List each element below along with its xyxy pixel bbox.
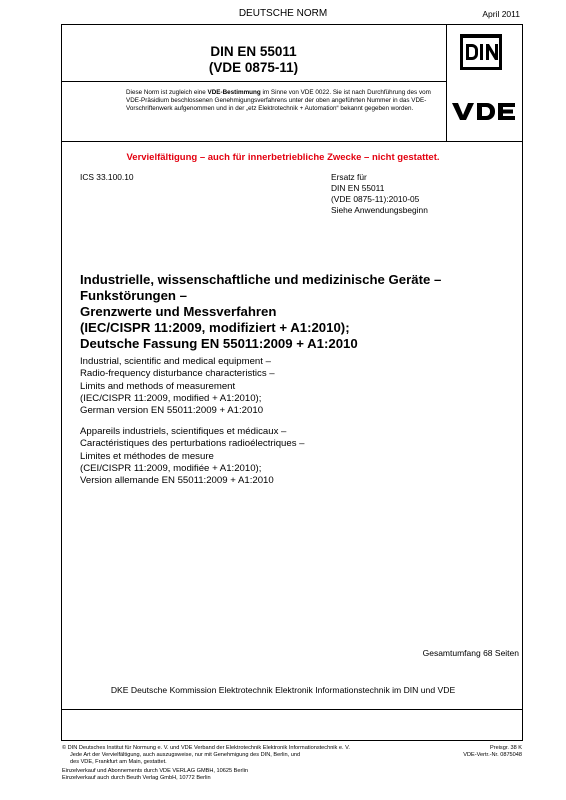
replaces-line: (VDE 0875-11):2010-05 [331, 194, 420, 204]
header-title: DEUTSCHE NORM [238, 8, 328, 19]
vde-note-rest: im Sinne von VDE 0022. Sie ist nach Durchführung des vom VDE-Präsidium beschlossenen Genehmigungsverfahrens unter der oben angeführten Nummer in das VDE-Vorschriftenwerk aufgenommen und in der „etz Elektrotechnik + Automation“ bekannt gegeben worden. [126, 89, 431, 112]
title-fr-line: Appareils industriels, scientifiques et médicaux – [80, 426, 287, 437]
title-fr-line: Limites et méthodes de mesure [80, 450, 214, 462]
reproduction-warning: Vervielfältigung – auch für innerbetriebliche Zwecke – nicht gestattet. [126, 152, 440, 163]
vde-note-bold: VDE-Bestimmung [207, 89, 261, 96]
replaces-line: Ersatz für [331, 172, 367, 182]
dke-line: DKE Deutsche Kommission Elektrotechnik Elektronik Informationstechnik im DIN und VDE [110, 685, 456, 695]
title-de-line: Deutsche Fassung EN 55011:2009 + A1:2010 [80, 336, 358, 351]
title-german [80, 272, 520, 352]
title-de-line: Funkstörungen – [80, 288, 187, 303]
title-rule [61, 81, 446, 82]
footer-top-rule [61, 740, 523, 741]
sales-block [62, 768, 248, 782]
title-de-line: Industrielle, wissenschaftliche und medizinische Geräte – [80, 272, 442, 287]
frame-left [61, 24, 62, 740]
copyright-line: des VDE, Frankfurt am Main, gestattet. [70, 759, 167, 765]
body-bottom-rule [61, 709, 523, 710]
frame-right [522, 24, 523, 740]
title-de-line: (IEC/CISPR 11:2009, modifiziert + A1:2010); [80, 320, 350, 335]
vde-number: (VDE 0875-11) [208, 60, 299, 75]
price-group: Preisgr. 38 K [489, 745, 522, 751]
sales-line: Einzelverkauf und Abonnements durch VDE VERLAG GMBH, 10625 Berlin [62, 768, 248, 774]
vde-logo [450, 99, 520, 123]
replaces-block [331, 172, 428, 216]
title-en-line: Industrial, scientific and medical equipment – [80, 356, 271, 367]
title-en-line: (IEC/CISPR 11:2009, modified + A1:2010); [80, 392, 262, 404]
title-french [80, 426, 520, 487]
vde-note-prefix: Diese Norm ist zugleich eine [126, 89, 208, 96]
vde-note [126, 89, 441, 113]
title-fr-line: (CEI/CISPR 11:2009, modifiée + A1:2010); [80, 462, 262, 474]
vde-logo-icon [450, 99, 520, 123]
standard-title [61, 44, 446, 76]
title-de-line: Grenzwerte und Messverfahren [80, 304, 277, 319]
title-en-line: German version EN 55011:2009 + A1:2010 [80, 405, 264, 417]
copyright-line: Jede Art der Vervielfältigung, auch auszugsweise, nur mit Genehmigung des DIN, Berlin, und [70, 752, 301, 758]
logo-divider [446, 24, 447, 141]
replaces-line: Siehe Anwendungsbeginn [331, 205, 428, 215]
ics-code: ICS 33.100.10 [80, 172, 134, 182]
header-bottom-rule [61, 141, 523, 142]
din-logo-icon [460, 34, 502, 70]
replaces-line: DIN EN 55011 [331, 183, 385, 193]
title-fr-line: Version allemande EN 55011:2009 + A1:2010 [80, 475, 274, 487]
copyright-block [62, 745, 452, 766]
title-fr-line: Caractéristiques des perturbations radioélectriques – [80, 438, 305, 450]
order-number: VDE-Vertr.-Nr. 0875048 [463, 752, 522, 758]
price-block [463, 745, 522, 759]
publication-date: April 2011 [482, 9, 520, 19]
title-en-line: Radio-frequency disturbance characteristics – [80, 368, 275, 380]
total-pages: Gesamtumfang 68 Seiten [422, 648, 519, 658]
title-english [80, 356, 520, 417]
sales-line: Einzelverkauf auch durch Beuth Verlag GmbH, 10772 Berlin [62, 775, 211, 781]
title-en-line: Limits and methods of measurement [80, 380, 236, 392]
standard-number: DIN EN 55011 [210, 44, 297, 59]
top-rule [61, 24, 523, 25]
din-logo [460, 34, 502, 70]
copyright-line: © DIN Deutsches Institut für Normung e. V. und VDE Verband der Elektrotechnik Elektronik Informationstechnik e. V. [62, 745, 350, 751]
